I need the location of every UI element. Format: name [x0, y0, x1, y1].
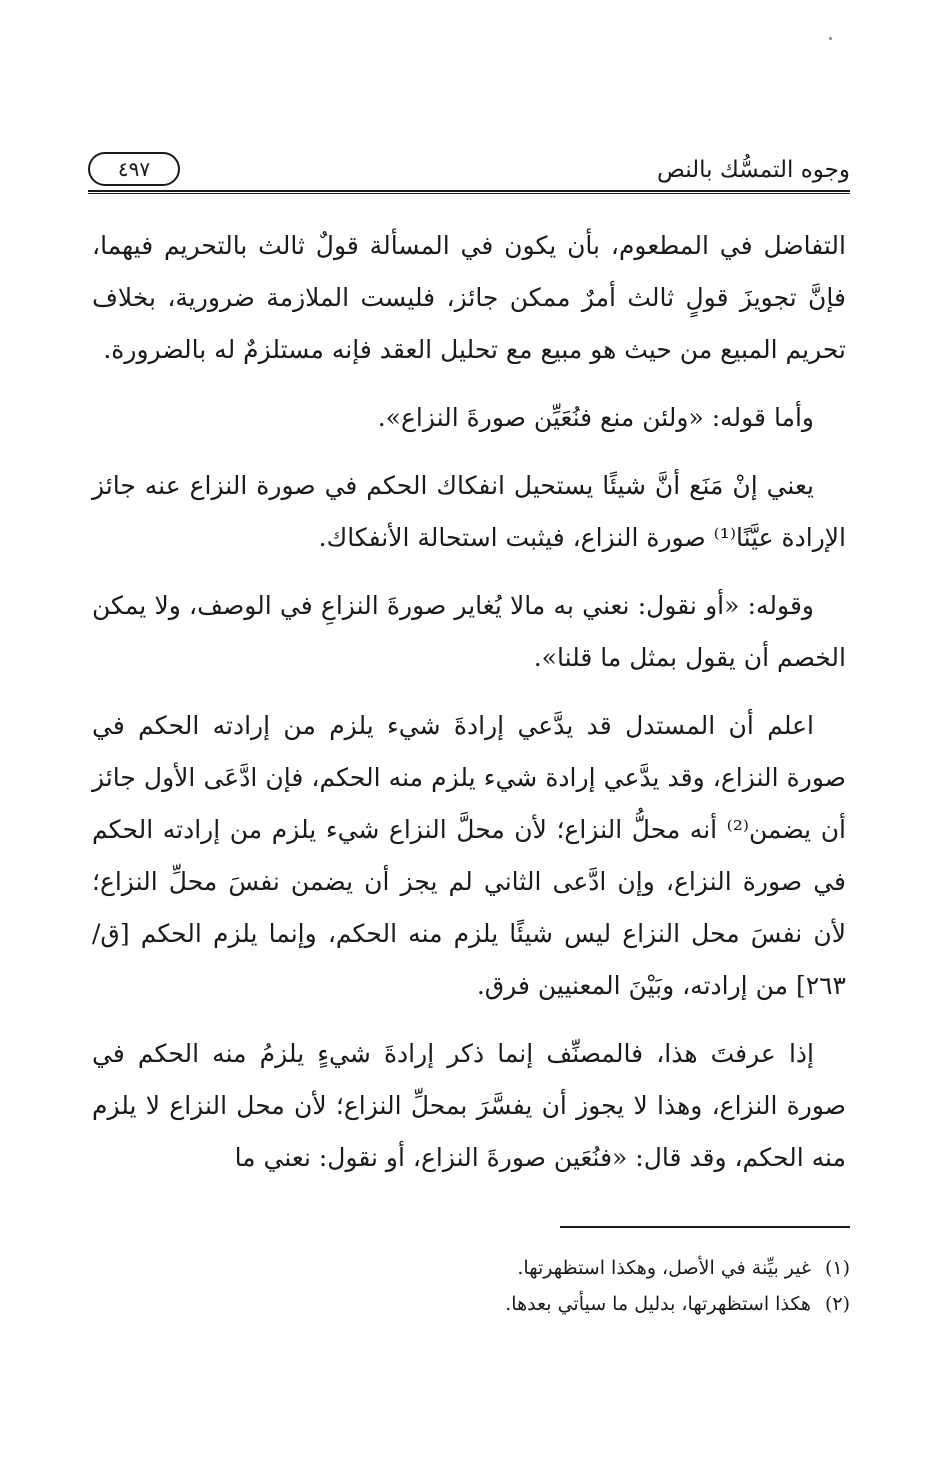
- footnote-number: (١): [824, 1257, 850, 1279]
- footnote: [92, 1250, 850, 1286]
- paragraph: يعني إنْ مَنَع أنَّ شيئًا يستحيل انفكاك الحكم في صورة النزاع عنه جائز الإرادة عيَّنًا⁽¹⁾ صورة النزاع، فيثبت استحالة الأنفكاك.: [92, 471, 846, 552]
- footnote-divider: [560, 1226, 850, 1228]
- paragraph: وأما قوله: «ولئن منع فنُعَيِّن صورةَ النزاع».: [377, 403, 814, 432]
- paragraph: التفاضل في المطعوم، بأن يكون في المسألة قولٌ ثالث بالتحريم فيهما، فإنَّ تجويزَ قولٍ ثالث أمرٌ ممكن جائز، فليست الملازمة ضرورية، بخلاف تحريم المبيع من حيث هو مبيع مع تحليل العقد فإنه مستلزمٌ له بالضرورة.: [92, 231, 846, 364]
- scan-speck: [829, 37, 832, 40]
- footnote-text: هكذا استظهرتها، بدليل ما سيأتي بعدها.: [505, 1293, 811, 1315]
- page-header: [88, 150, 850, 190]
- paragraph: اعلم أن المستدل قد يدَّعي إرادةَ شيء يلزم من إرادته الحكم في صورة النزاع، وقد يدَّعي إرادة شيء يلزم منه الحكم، فإن ادَّعَى الأول جائز أن يضمن⁽²⁾ أنه محلُّ النزاع؛ لأن محلَّ النزاع شيء يلزم من إرادته الحكم في صورة النزاع، وإن ادَّعى الثاني لم يجز أن يضمن نفسَ محلِّ النزاع؛ لأن نفسَ محل النزاع ليس شيئًا يلزم منه الحكم، وإنما يلزم الحكم [ق/ ٢٦٣] من إرادته، وبَيْنَ المعنيين فرق.: [92, 711, 846, 1000]
- page-number-badge: ٤٩٧: [88, 152, 180, 186]
- footnote: [92, 1286, 850, 1322]
- paragraph: إذا عرفتَ هذا، فالمصنِّف إنما ذكر إرادةَ شيءٍ يلزمُ منه الحكم في صورة النزاع، وهذا لا يجوز أن يفسَّرَ بمحلِّ النزاع؛ لأن محل النزاع لا يلزم منه الحكم، وقد قال: «فنُعَين صورةَ النزاع، أو نقول: نعني ما: [92, 1039, 846, 1172]
- main-text: [92, 220, 846, 1200]
- paragraph: وقوله: «أو نقول: نعني به مالا يُغاير صورةَ النزاعِ في الوصف، ولا يمكن الخصم أن يقول بمثل ما قلنا».: [92, 591, 846, 672]
- running-title: وجوه التمسُّك بالنص: [657, 157, 850, 183]
- footnotes: [92, 1250, 850, 1322]
- footnote-number: (٢): [824, 1293, 850, 1315]
- footnote-text: غير بيِّنة في الأصل، وهكذا استظهرتها.: [517, 1257, 811, 1279]
- header-divider: [88, 190, 850, 194]
